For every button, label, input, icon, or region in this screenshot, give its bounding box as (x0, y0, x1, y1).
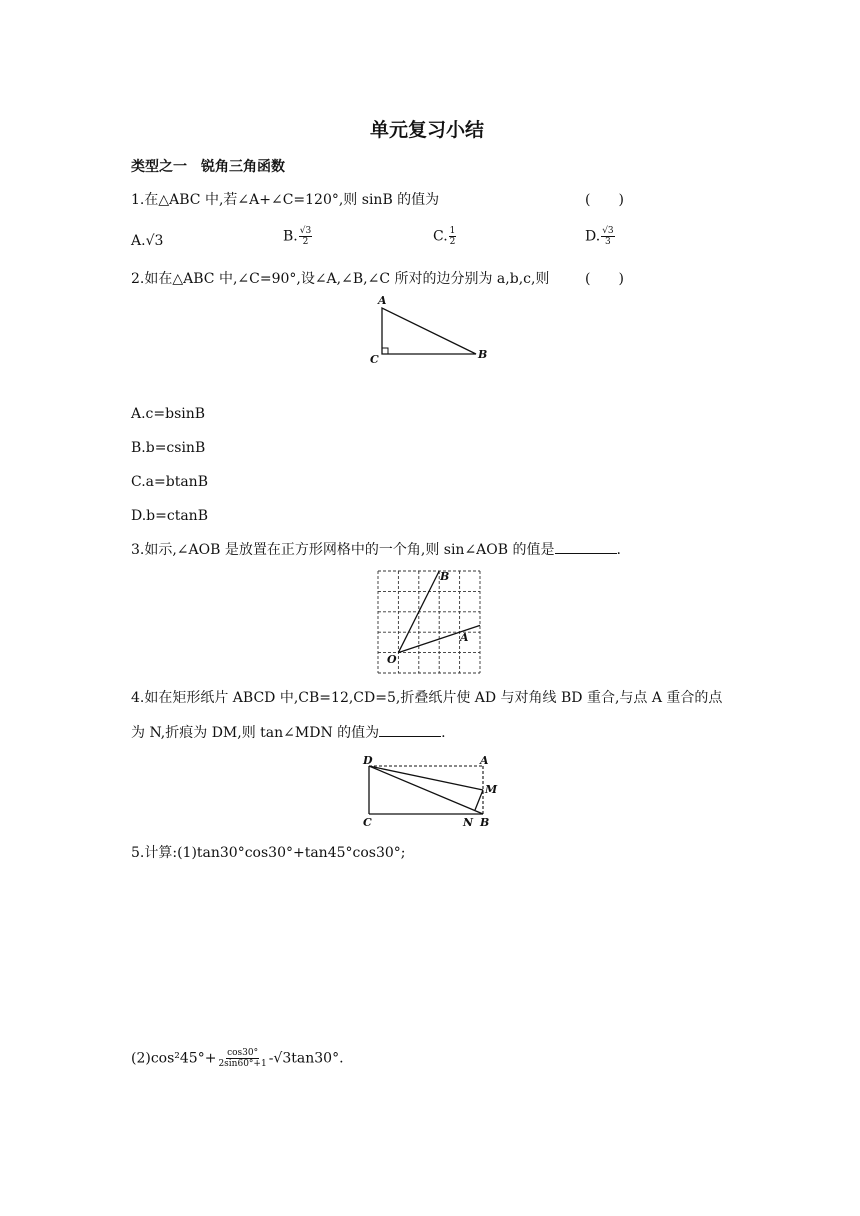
fraction-numerator: 1 (449, 226, 456, 236)
question-5-part-1: 5.计算:(1)tan30°cos30°+tan45°cos30°; (131, 845, 406, 861)
fraction-numerator: cos30° (227, 1048, 259, 1058)
q1-option-b-label: B. (283, 228, 298, 245)
square-grid-figure (372, 566, 488, 676)
q1-option-c-fraction (449, 226, 457, 247)
point-c-label: C (363, 816, 372, 829)
q1-option-d (585, 226, 616, 247)
q1-option-a (131, 232, 163, 250)
vertex-c-label: C (370, 353, 379, 366)
part-2-prefix: (2)cos²45°+ (131, 1050, 217, 1067)
point-m-label: M (485, 783, 498, 796)
q1-option-d-fraction (601, 226, 614, 247)
q2-option-d: D.b=ctanB (131, 508, 208, 524)
right-triangle-figure (360, 290, 500, 370)
q1-option-c (433, 226, 457, 247)
question-3-end: . (616, 542, 621, 558)
diagonal-db (369, 766, 483, 814)
q1-option-b (283, 226, 313, 247)
folded-rectangle-figure (355, 752, 505, 830)
point-a-label: A (460, 631, 469, 644)
vertex-a-label: A (378, 294, 387, 307)
fraction-denominator: 2sin60°+1 (218, 1059, 267, 1069)
q2-option-a: A.c=bsinB (131, 406, 206, 422)
part-2-suffix: -√3tan30°. (268, 1050, 344, 1067)
part-2-fraction (217, 1048, 267, 1069)
fraction-numerator: √3 (602, 226, 614, 236)
question-4-end: . (441, 725, 446, 741)
q1-option-a-label: A. (131, 233, 146, 249)
question-4-line-2 (131, 724, 446, 742)
q2-option-c: C.a=btanB (131, 474, 208, 490)
point-o-label: O (387, 653, 397, 666)
vertex-b-label: B (478, 348, 488, 361)
fraction-numerator: √3 (299, 226, 312, 236)
q1-option-a-value: √3 (145, 233, 164, 249)
question-2-stem: 2.如在△ABC 中,∠C=90°,设∠A,∠B,∠C 所对的边分别为 a,b,c,则 (131, 271, 550, 287)
q1-option-b-fraction (299, 226, 312, 247)
question-1-stem: 1.在△ABC 中,若∠A+∠C=120°,则 sinB 的值为 (131, 192, 440, 208)
crease-dm (369, 766, 483, 790)
question-5-part-2 (131, 1048, 344, 1069)
q1-option-d-label: D. (585, 228, 601, 245)
fraction-denominator: 2 (302, 237, 309, 247)
question-1-answer-paren: ( ) (585, 192, 624, 208)
question-4-text: 为 N,折痕为 DM,则 tan∠MDN 的值为 (131, 725, 380, 741)
answer-blank (555, 541, 617, 554)
section-heading: 类型之一 锐角三角函数 (131, 159, 285, 175)
q2-option-b: B.b=csinB (131, 440, 206, 456)
triangle-abc (382, 308, 476, 354)
question-3-text: 3.如示,∠AOB 是放置在正方形网格中的一个角,则 sin∠AOB 的值是 (131, 542, 555, 558)
question-2-answer-paren: ( ) (585, 271, 624, 287)
point-b-label: B (440, 570, 450, 583)
q1-option-c-label: C. (433, 228, 448, 245)
right-angle-mark (382, 348, 388, 354)
point-b-label: B (480, 816, 490, 829)
fraction-denominator: 3 (605, 237, 611, 247)
page-title: 单元复习小结 (370, 119, 485, 141)
question-3-stem (131, 541, 621, 559)
point-a-label: A (480, 754, 489, 767)
segment-mn (475, 790, 483, 810)
question-4-line-1: 4.如在矩形纸片 ABCD 中,CB=12,CD=5,折叠纸片使 AD 与对角线 BD 重合,与点 A 重合的点 (131, 690, 723, 706)
answer-blank (379, 724, 441, 737)
fraction-denominator: 2 (449, 237, 456, 247)
point-d-label: D (363, 754, 373, 767)
point-n-label: N (463, 816, 474, 829)
